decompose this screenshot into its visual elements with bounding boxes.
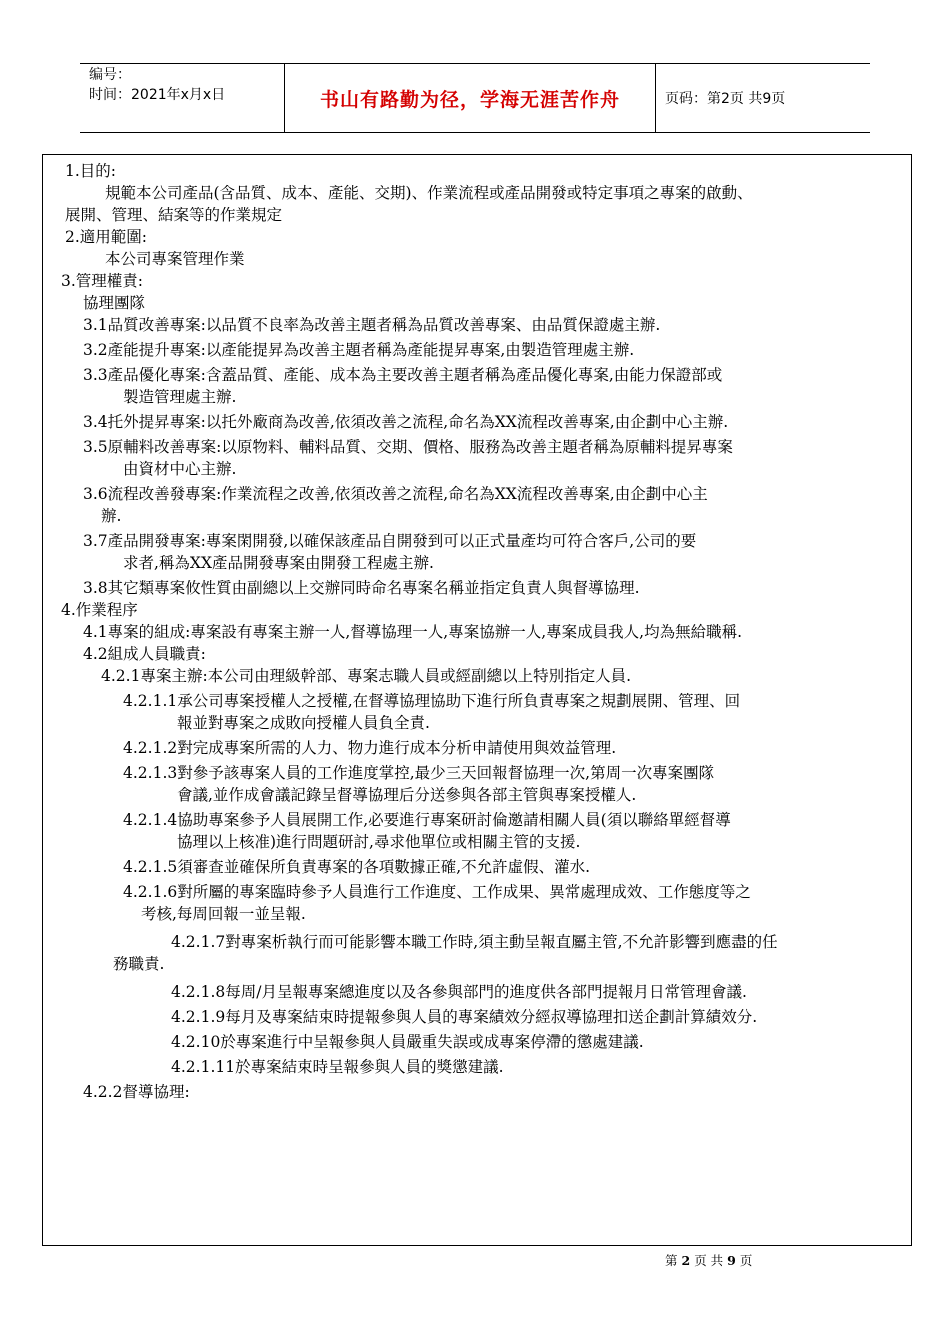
footer-current-page: 2: [681, 1253, 691, 1268]
number-label: 编号：: [89, 67, 131, 83]
item-4-2-1-8: 4.2.1.8每周/月呈報專案總進度以及各參與部門的進度供各部門提報月日常管理會議.: [171, 983, 747, 1001]
item-3-6-cont: 辦.: [101, 507, 122, 525]
item-4-2-1-3-cont: 會議,並作成會議記錄呈督導協理后分送參與各部主管與專案授權人.: [177, 786, 637, 804]
header-meta-cell: [80, 64, 284, 132]
item-4-2-1: 4.2.1專案主辦:本公司由理級幹部、專案志職人員或經副總以上特別指定人員.: [101, 667, 632, 685]
header-motto-cell: [284, 64, 656, 132]
item-4-2-1-6-cont: 考核,每周回報一並呈報.: [141, 905, 306, 923]
item-4-2-1-1-cont: 報並對專案之成敗向授權人員負全責.: [177, 714, 430, 732]
section-4-heading: 4.作業程序: [61, 601, 138, 619]
motto-text: 书山有路勤为径，学海无涯苦作舟: [319, 88, 620, 111]
page-info: 页码：第2页 共9页: [665, 91, 786, 107]
document-header: [80, 63, 870, 133]
section-3-heading: 3.管理權責:: [61, 272, 144, 290]
item-4-2-1-4-cont: 協理以上核准)進行問題研討,尋求他單位或相關主管的支援.: [177, 833, 581, 851]
item-4-1: 4.1專案的組成:專案設有專案主辦一人,督導協理一人,專案協辦一人,專案成員我人,均為無給職稱.: [83, 623, 743, 641]
purpose-line-1: 規範本公司產品(含品質、成本、產能、交期)、作業流程或產品開發或特定事項之專案的啟動、: [105, 184, 753, 202]
item-4-2-1-3: 4.2.1.3對參予該專案人員的工作進度掌控,最少三天回報督協理一次,第周一次專案團隊: [123, 764, 715, 782]
content-box: [42, 154, 912, 1246]
footer-prefix: 第: [665, 1253, 678, 1268]
footer-middle: 页 共: [694, 1253, 724, 1268]
item-3-4: 3.4托外提昇專案:以托外廠商為改善,依須改善之流程,命名為XX流程改善專案,由企劃中心主辦.: [83, 413, 729, 431]
item-3-5-cont: 由資材中心主辦.: [123, 460, 237, 478]
footer-total-pages: 9: [727, 1253, 736, 1268]
item-3-6: 3.6流程改善發專案:作業流程之改善,依須改善之流程,命名為XX流程改善專案,由企劃中心主: [83, 485, 708, 503]
item-3-2: 3.2產能提升專案:以產能提昇為改善主題者稱為產能提昇專案,由製造管理處主辦.: [83, 341, 635, 359]
item-4-2-10: 4.2.10於專案進行中呈報參與人員嚴重失誤或成專案停滯的懲處建議.: [171, 1033, 644, 1051]
purpose-line-2: 展開、管理、結案等的作業規定: [65, 206, 283, 224]
header-page-cell: [656, 64, 870, 132]
item-4-2-1-2: 4.2.1.2對完成專案所需的人力、物力進行成本分析申請使用與效益管理.: [123, 739, 617, 757]
document-body: [43, 160, 911, 1103]
item-4-2-1-1: 4.2.1.1承公司專案授權人之授權,在督導協理協助下進行所負責專案之規劃展開、管理、回: [123, 692, 741, 710]
item-3-7: 3.7產品開發專案:專案閑開發,以確保該產品自開發到可以正式量產均可符合客戶,公司的要: [83, 532, 697, 550]
page-footer: [665, 1251, 752, 1269]
item-3-8: 3.8其它類專案攸性質由副總以上交辦同時命名專案名稱並指定負責人與督導協理.: [83, 579, 640, 597]
item-4-2-1-7-cont: 務職責.: [113, 955, 165, 973]
scope-text: 本公司專案管理作業: [105, 250, 245, 268]
date-text: 时间：2021年x月x日: [89, 87, 226, 103]
item-4-2-1-11: 4.2.1.11於專案結束時呈報參與人員的獎懲建議.: [171, 1058, 504, 1076]
section-1-heading: 1.目的:: [65, 162, 117, 180]
section-2-heading: 2.適用範圍:: [65, 228, 148, 246]
item-4-2-1-7: 4.2.1.7對專案析執行而可能影響本職工作時,須主動呈報直屬主管,不允許影響到應盡的任: [171, 933, 778, 951]
item-4-2-1-5: 4.2.1.5須審查並確保所負責專案的各項數據正確,不允許虛假、灌水.: [123, 858, 591, 876]
item-3-1: 3.1品質改善專案:以品質不良率為改善主題者稱為品質改善專案、由品質保證處主辦.: [83, 316, 661, 334]
item-3-5: 3.5原輔料改善專案:以原物料、輔料品質、交期、價格、服務為改善主題者稱為原輔料提昇專案: [83, 438, 733, 456]
item-3-7-cont: 求者,稱為XX產品開發專案由開發工程處主辦.: [123, 554, 434, 572]
item-4-2: 4.2組成人員職責:: [83, 645, 206, 663]
item-3-3: 3.3產品優化專案:含蓋品質、產能、成本為主要改善主題者稱為產品優化專案,由能力保證部或: [83, 366, 723, 384]
footer-suffix: 页: [739, 1253, 753, 1268]
item-4-2-1-4: 4.2.1.4協助專案參予人員展開工作,必要進行專案研討倫邀請相關人員(須以聯絡單經督導: [123, 811, 731, 829]
team-label: 協理團隊: [83, 294, 146, 312]
item-4-2-2: 4.2.2督導協理:: [83, 1083, 190, 1101]
item-4-2-1-6: 4.2.1.6對所屬的專案臨時參予人員進行工作進度、工作成果、異常處理成效、工作態度等之: [123, 883, 751, 901]
item-3-3-cont: 製造管理處主辦.: [123, 388, 237, 406]
item-4-2-1-9: 4.2.1.9每月及專案結束時提報參與人員的專案績效分經叔導協理扣送企劃計算績效分.: [171, 1008, 758, 1026]
